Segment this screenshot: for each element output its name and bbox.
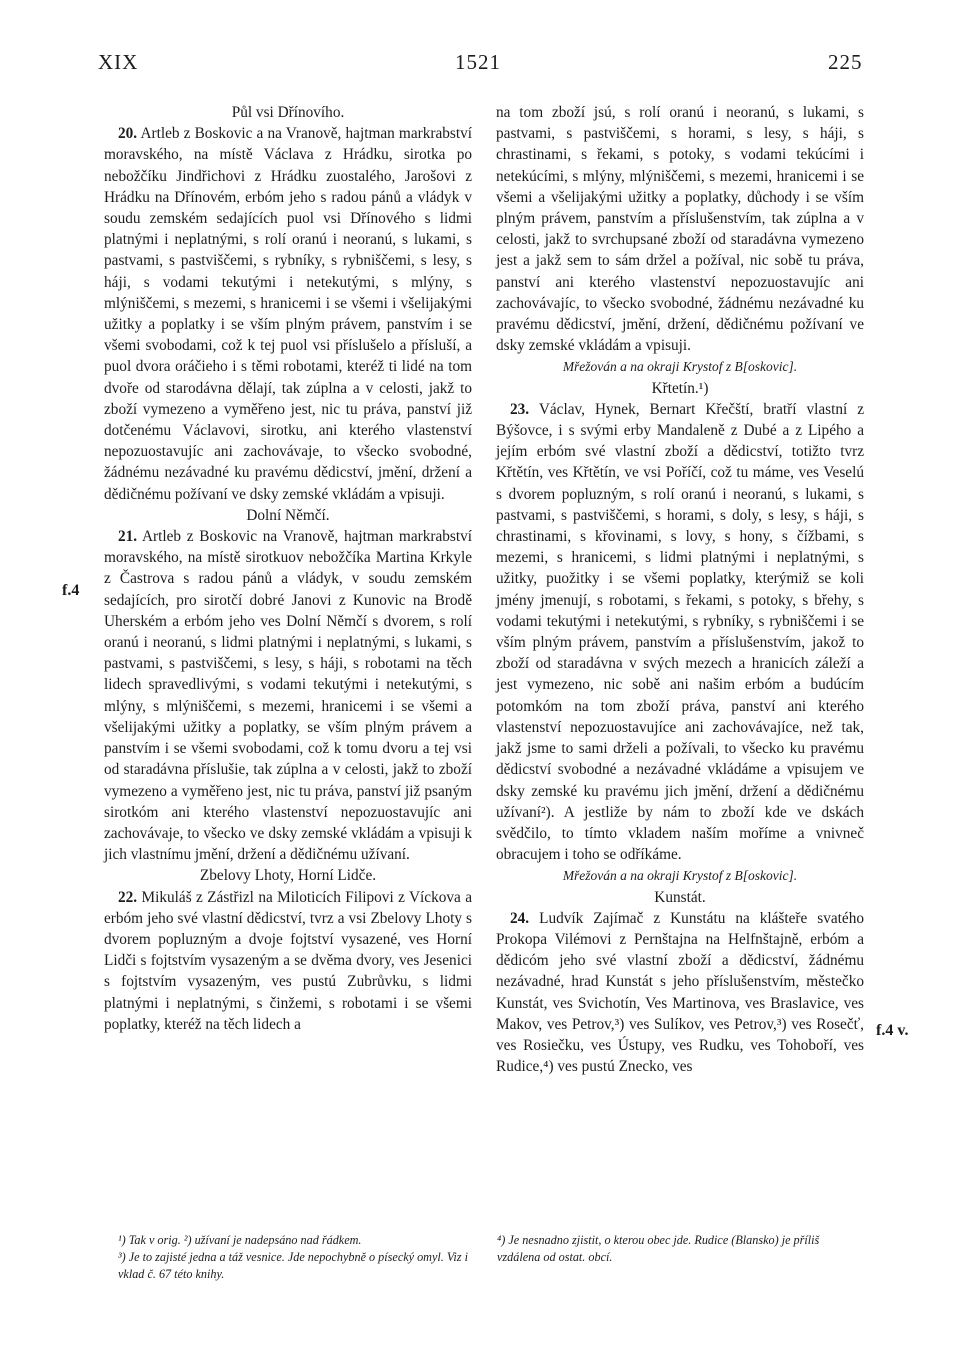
footnotes-right (497, 1232, 863, 1266)
entry-number: 21. (118, 528, 138, 546)
section-heading: Kunstát. (654, 888, 706, 906)
entry-text: Ludvík Zajímač z Kunstátu na klášteře svatého Prokopa Vilémovi z Pernštajna na Helfnštajně, erbóm a dědicóm jeho své vlastní zboží a dědicství, žádnému nezávadné, hrad Kunstát s jeho příslušenstvím, městečko Kunstát, ves Svichotín, Ves Martinova, ves Braslavice, ves Makov, ves Petrov,³) ves Sulíkov, ves Petrov,³) ves Rosečť, ves Rosiečku, ves Ústupy, ves Rudku, ves Tohoboří, ves Rudice,⁴) ves pustú Znecko, ves (496, 909, 865, 1076)
entry-text: Artleb z Boskovic a na Vranově, hajtman markrabství moravského, na místě Václava z Hrádku, sirotka po nebožčíku Jindřichovi z Hrádku zuostalého, Jarošovi z Hrádku na Dřínovém, erbóm jeho s radou pánů a vládyk v soudu zemském sedajících puol vsi Dřínového s lidmi platnými i neplatnými, s rolí oranú i neoranú, s lukami, s pastvami, s pastviščemi, s rybníky, s rybniščemi, s lesy, s háji, s vodami tekutými i netekutými, s mlýny, s mlýniščemi, s mezemi, s hranicemi i se všemi i všelijakými užitky a poplatky i se vším plným právem, panstvím i se všemi svobodami, což k tej puol vsi příslušelo a přísluší, a puol dvora oráčieho i s těmi robotami, kteréž ti lidé na tom dvoře od starodávna dělají, tak zúplna a v celosti, jakž to zboží vymezeno a vyměřeno jest, nic tu práva, panství již dotčenému Václavovi, sirotku, ani kterého vlastenství nepozuostavujíc ani zachovávaje, to všecko svobodné, žádnému nezávadné ku pravému dědicství, jmění, držení a dědičnému požívaní ve dsky zemské vkládám a vpisuji. (104, 125, 472, 503)
entry-22-continuation: na tom zboží jsú, s rolí oranú i neoranú, s lukami, s pastvami, s pastviščemi, s horami, s lesy, s háji, s chrastinami, s řekami, s potoky, s vodami tekúcími i netekúcími, s mlýny, mlýniščemi, s mezemi, hranicemi i se všemi a všelijakými užitky a poplatky, důchody i se vším plným právem, panstvím a příslušenstvím, tak zúplna a v celosti, jakž to svrchupsané zboží od staradávna vymezeno jest a jakž sem to sám držel a požíval, nic sobě tu práva, panství ani kterého vlastenství nepozuostavujíc ani zachovávajíc, to všecko svobodné, žádnému nezávadné ku pravému dědicství, jmění, držení, dědičnému požívaní ve dsky zemské vkládám a vpisuji. (496, 104, 864, 355)
entry-21 (104, 526, 472, 865)
entry-22 (104, 887, 472, 1035)
entry-23 (496, 399, 864, 865)
margin-note-folio-4v: f.4 v. (876, 1022, 909, 1039)
registration-note: Mřežován a na okraji Krystof z B[oskovic]. (562, 868, 798, 884)
header-page-number: 225 (828, 50, 863, 74)
entry-number: 24. (510, 909, 530, 927)
header-volume: XIX (98, 50, 139, 74)
footnote-3: ³) Je to zajisté jedna a táž vesnice. Jde nepochybně o písecký omyl. Viz i vklad č. 67 této knihy. (118, 1250, 468, 1281)
section-heading: Dolní Němčí. (246, 506, 330, 524)
entry-text: Václav, Hynek, Bernart Křečští, bratří vlastní z Býšovce, i s svými erby Mandaleně z Dubé a z Lipého a jejím erbóm své vlastní zboží a dědicství, totižto tvrz Křtětín, ves Křtětín, ve vsi Poříčí, což tu máme, ves Veselú s dvorem popluzným, s rolí oranú i neoranú, s lukami, s pastvami, s pastviščemi, s horami, s doly, s lesy, s háji, s chrastinami, s křovinami, s lovy, s hony, s čížbami, s mezemi, s hranicemi, s lidmi platnými i neplatnými, s užitky, puožitky i se všemi poplatky, kterýmiž se koli jmény jmenují, s robotami, s řekami, s potoky, s břehy, s vodami tekutými i netekutými, s rybníky, s rybniščemi i se vším plným právem, panstvím a příslušenstvím, jakož to zboží od staradávna v svých mezech a hranicích záleží a jest vymezeno, nic sobě ani našim erbóm a budúcím potomkóm na tom zboží práva, panství ani kterého vlastenství nepozuostavujíce ani zachovávajíce, než tak, jakž jsme to sami drželi a požívali, to všecko ku pravému dědicství svobodné a nezávadné vkládáme a vpisujem ve dsky zemské ku pravému jich jmění, držení a dědičnému užívaní²). A jestliže by nám to zboží kde ve dskách svědčilo, to tímto vkladem naším moříme a vnivneč obracujem i toho se odříkáme. (496, 400, 864, 864)
footnotes-left (118, 1232, 478, 1283)
entry-number: 20. (118, 125, 138, 143)
entry-number: 23. (510, 400, 530, 418)
entry-text: Mikuláš z Zástřizl na Miloticích Filipovi z Víckova a erbóm jeho své vlastní dědicství, tvrz a vsi Zbelovy Lhoty s dvorem popluzným a dvoje fojtství vysazené, ves Horní Lidči s fojtstvím vysazeným a se dvěma dvory, ves Jesenici s fojtstvím vysazeným, ves pustú Zubrůvku, s lidmi platnými i neplatnými, s činžemi, s robotami i se všemi poplatky, kteréž na těch lidech a (104, 888, 472, 1033)
section-heading: Zbelovy Lhoty, Horní Lidče. (199, 867, 377, 885)
entry-24 (496, 908, 864, 1078)
footnote-1-2: ¹) Tak v orig. ²) užívaní je nadepsáno nad řádkem. (118, 1233, 362, 1247)
margin-note-folio-4: f.4 (62, 582, 80, 599)
entry-text: Artleb z Boskovic na Vranově, hajtman markrabství moravského, na místě sirotkuov nebožčíka Martina Krkyle z Častrova s radou pánů a vládyk, v soudu zemském sedajících, pro sirotčí dobré Janovi z Kunovic na Brodě Uherském a erbóm jeho ves Dolní Němčí s dvorem, s rolí oranú i neoranú, s lidmi platnými i neplatnými, s lukami, s pastvami, s pastviščemi, s lesy, s háji, s robotami na těch lidech spravedlivými, s vodami tekutými i netekutými, s mlýny, s mlýniščemi, s mezemi, hranicemi i se všemi a všelijakými užitky a poplatky, se vším plným právem a panstvím i se všemi svobodami, což k tomu dvoru a tej vsi od staradávna příslušie, tak zúplna a v celosti, jakž to zboží vymezeno a vyměřeno jest, nic tu práva, panství již psaným sirotkóm ani kterého vlastenství nepozuostavujíc ani zachovávaje, to všecko ve dsky zemské vkládám a vpisuji k jich vlastnímu jmění, držení a dědičnému užívaní. (104, 528, 472, 864)
entry-number: 22. (118, 888, 138, 906)
registration-note: Mřežován a na okraji Krystof z B[oskovic]. (562, 359, 798, 375)
entry-20 (104, 123, 472, 505)
column-left (104, 102, 472, 1035)
header-year: 1521 (455, 50, 501, 74)
footnote-4: ⁴) Je nesnadno zjistit, o kterou obec jde. Rudice (Blansko) je příliš vzdálena od ostat. obcí. (497, 1233, 820, 1264)
section-heading: Půl vsi Dřínovího. (231, 104, 345, 121)
section-heading: Křtetín.¹) (651, 379, 709, 397)
column-right (496, 102, 864, 1077)
